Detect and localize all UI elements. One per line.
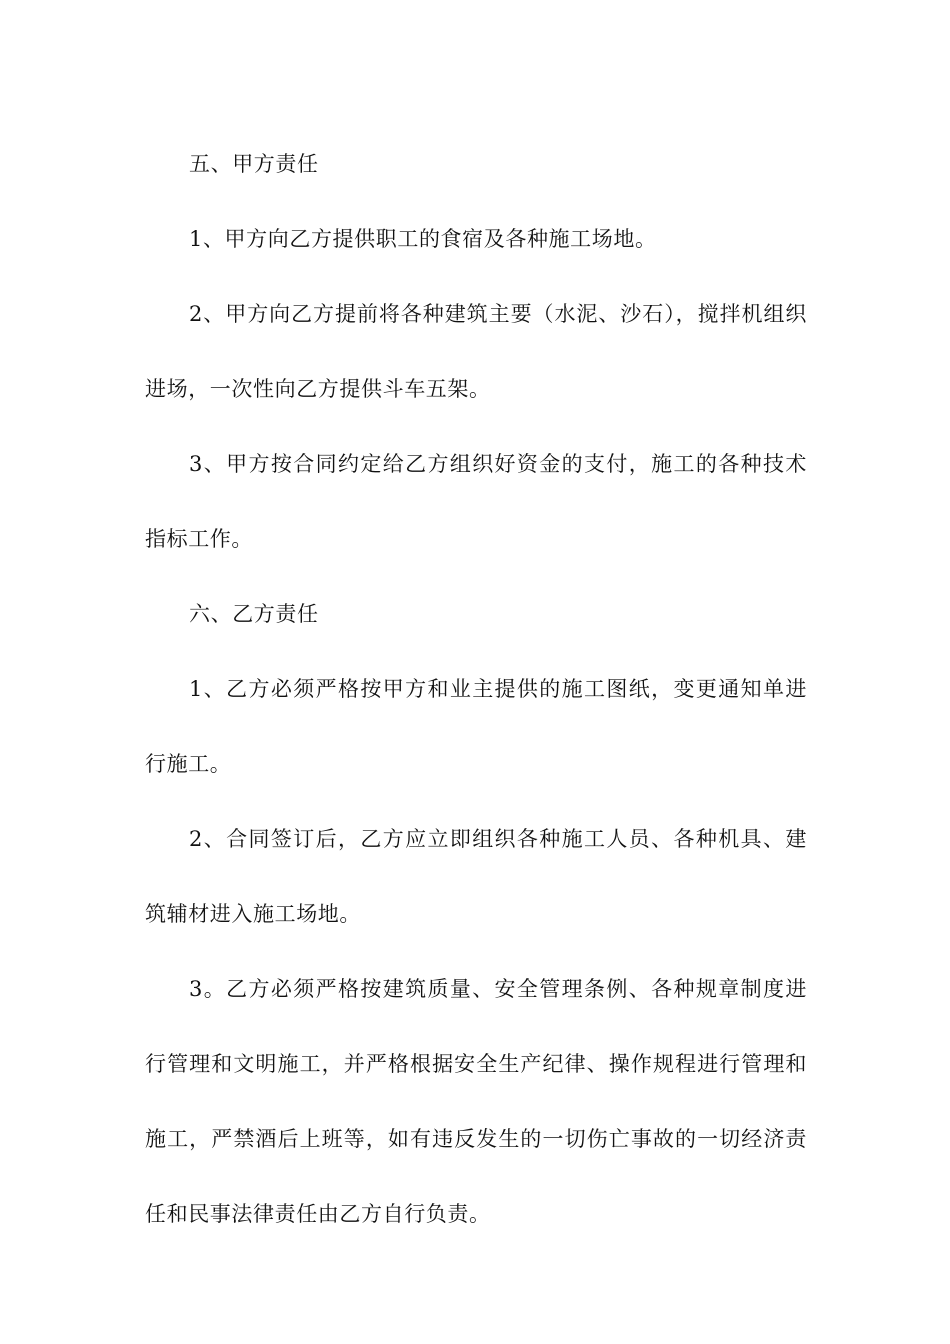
paragraph: 3、甲方按合同约定给乙方组织好资金的支付，施工的各种技术指标工作。 <box>145 452 807 551</box>
section-heading-party-a: 五、甲方责任 <box>189 152 319 176</box>
paragraph: 3。乙方必须严格按建筑质量、安全管理条例、各种规章制度进行管理和文明施工，并严格根据安全生产纪律、操作规程进行管理和施工，严禁酒后上班等，如有违反发生的一切伤亡事故的一切经济责任和民事法律责任由乙方自行负责。 <box>145 977 807 1226</box>
paragraph: 1、甲方向乙方提供职工的食宿及各种施工场地。 <box>189 227 657 251</box>
document-body <box>145 127 807 1252</box>
paragraph: 2、合同签订后，乙方应立即组织各种施工人员、各种机具、建筑辅材进入施工场地。 <box>145 827 807 926</box>
section-heading-party-b: 六、乙方责任 <box>189 602 319 626</box>
paragraph: 1、乙方必须严格按甲方和业主提供的施工图纸，变更通知单进行施工。 <box>145 677 807 776</box>
paragraph: 2、甲方向乙方提前将各种建筑主要（水泥、沙石），搅拌机组织进场，一次性向乙方提供斗车五架。 <box>145 302 807 401</box>
